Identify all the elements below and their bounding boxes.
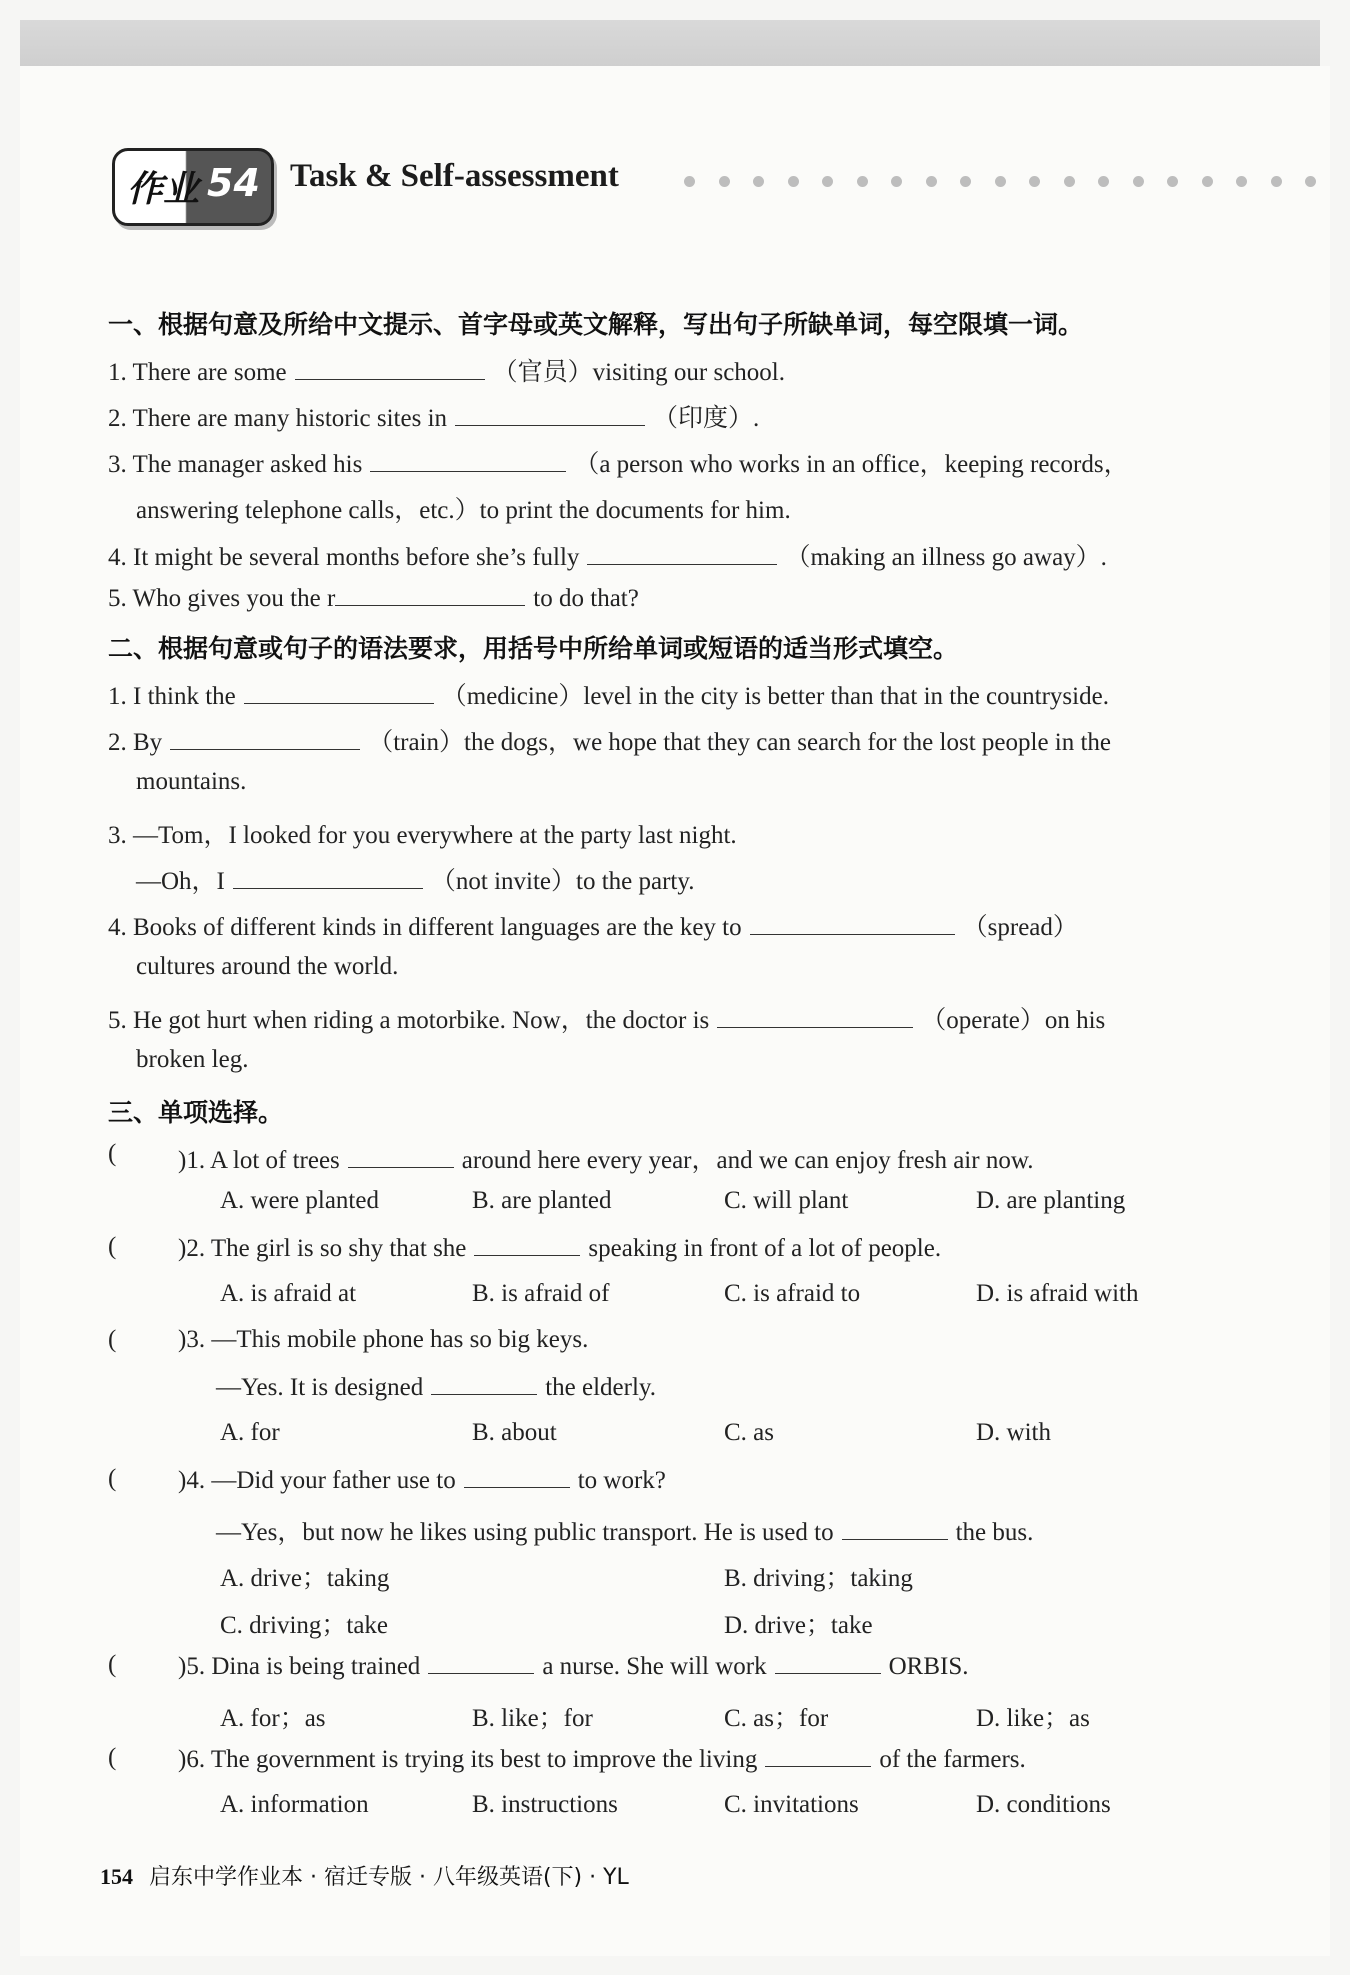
answer-blank[interactable] xyxy=(170,727,360,750)
s3-q1-option-d[interactable]: D. are planting xyxy=(976,1187,1126,1214)
s3-q3-line2: —Yes. It is designed the elderly. xyxy=(216,1374,657,1401)
s3-q5-option-c[interactable]: C. as；for xyxy=(724,1705,829,1732)
s3-q6: )6. The government is trying its best to improve the living of the farmers. xyxy=(178,1746,1026,1773)
s3-q3-option-d[interactable]: D. with xyxy=(976,1419,1051,1446)
answer-blank[interactable] xyxy=(464,1465,570,1488)
s2-q4-cont: cultures around the world. xyxy=(136,953,399,980)
section2-heading: 二、根据句意或句子的语法要求，用括号中所给单词或短语的适当形式填空。 xyxy=(108,634,959,663)
s3-q4-option-a[interactable]: A. drive；taking xyxy=(220,1565,390,1592)
badge-number: 54 xyxy=(207,161,260,205)
answer-blank[interactable] xyxy=(587,542,777,565)
answer-blank[interactable] xyxy=(775,1651,881,1674)
s1-q4: 4. It might be several months before she’s fully （making an illness go away）. xyxy=(108,544,1107,571)
s2-q5-cont: broken leg. xyxy=(136,1046,249,1073)
s3-q4-line2: —Yes，but now he likes using public transport. He is used to the bus. xyxy=(216,1519,1034,1546)
answer-blank[interactable] xyxy=(842,1517,948,1540)
s3-q6-option-a[interactable]: A. information xyxy=(220,1791,369,1818)
s2-q2-cont: mountains. xyxy=(136,768,247,795)
s3-q1: )1. A lot of trees around here every year，and we can enjoy fresh air now. xyxy=(178,1147,1034,1174)
s3-q2-option-b[interactable]: B. is afraid of xyxy=(472,1280,610,1307)
s3-q1-option-b[interactable]: B. are planted xyxy=(472,1187,612,1214)
answer-blank[interactable] xyxy=(295,357,485,380)
answer-blank[interactable] xyxy=(335,583,525,606)
s1-q2: 2. There are many historic sites in （印度）. xyxy=(108,405,760,432)
s1-q3-cont: answering telephone calls，etc.）to print the documents for him. xyxy=(136,497,791,524)
page-number: 154 xyxy=(100,1864,133,1889)
answer-blank[interactable] xyxy=(474,1233,580,1256)
page-title: Task & Self-assessment xyxy=(290,158,619,194)
section1-heading: 一、根据句意及所给中文提示、首字母或英文解释，写出句子所缺单词，每空限填一词。 xyxy=(108,310,1084,339)
homework-badge xyxy=(112,148,274,226)
answer-paren[interactable]: ( xyxy=(108,1744,117,1771)
s1-q1: 1. There are some （官员）visiting our school. xyxy=(108,359,785,386)
s3-q5-option-d[interactable]: D. like；as xyxy=(976,1705,1090,1732)
s2-q5: 5. He got hurt when riding a motorbike. Now，the doctor is （operate）on his xyxy=(108,1007,1106,1034)
s3-q1-option-c[interactable]: C. will plant xyxy=(724,1187,849,1214)
s2-q2: 2. By （train）the dogs，we hope that they can search for the lost people in the xyxy=(108,729,1112,756)
answer-blank[interactable] xyxy=(370,449,566,472)
s3-q3-option-a[interactable]: A. for xyxy=(220,1419,280,1446)
answer-blank[interactable] xyxy=(717,1005,913,1028)
section3-heading: 三、单项选择。 xyxy=(108,1098,284,1127)
s3-q2-option-a[interactable]: A. is afraid at xyxy=(220,1280,357,1307)
answer-blank[interactable] xyxy=(431,1372,537,1395)
s3-q1-option-a[interactable]: A. were planted xyxy=(220,1187,379,1214)
s3-q4-option-c[interactable]: C. driving；take xyxy=(220,1612,389,1639)
footer-book-title: 启东中学作业本 · 宿迁专版 · 八年级英语(下) · YL xyxy=(149,1865,629,1890)
badge-label: 作业 xyxy=(127,169,200,210)
s3-q5-option-a[interactable]: A. for；as xyxy=(220,1705,326,1732)
s3-q4-option-b[interactable]: B. driving；taking xyxy=(724,1565,913,1592)
s2-q3-line2: —Oh，I （not invite）to the party. xyxy=(136,868,695,895)
s3-q6-option-c[interactable]: C. invitations xyxy=(724,1791,859,1818)
answer-paren[interactable]: ( xyxy=(108,1465,117,1492)
title-dot-divider xyxy=(684,176,1324,192)
answer-blank[interactable] xyxy=(455,403,645,426)
s2-q1: 1. I think the （medicine）level in the city is better than that in the countryside. xyxy=(108,683,1109,710)
answer-paren[interactable]: ( xyxy=(108,1140,117,1167)
s2-q4: 4. Books of different kinds in different languages are the key to （spread） xyxy=(108,914,1078,941)
s3-q6-option-d[interactable]: D. conditions xyxy=(976,1791,1111,1818)
answer-paren[interactable]: ( xyxy=(108,1651,117,1678)
s3-q3: )3. —This mobile phone has so big keys. xyxy=(178,1326,589,1353)
s3-q5-option-b[interactable]: B. like；for xyxy=(472,1705,593,1732)
s2-q3-line1: 3. —Tom，I looked for you everywhere at the party last night. xyxy=(108,822,737,849)
answer-blank[interactable] xyxy=(348,1145,454,1168)
answer-blank[interactable] xyxy=(233,866,423,889)
s3-q2-option-d[interactable]: D. is afraid with xyxy=(976,1280,1139,1307)
answer-paren[interactable]: ( xyxy=(108,1233,117,1260)
s1-q3: 3. The manager asked his （a person who works in an office，keeping records， xyxy=(108,451,1129,478)
s1-q5: 5. Who gives you the r to do that? xyxy=(108,585,639,612)
s3-q2: )2. The girl is so shy that she speaking in front of a lot of people. xyxy=(178,1235,942,1262)
s3-q3-option-b[interactable]: B. about xyxy=(472,1419,557,1446)
s3-q4-option-d[interactable]: D. drive；take xyxy=(724,1612,873,1639)
answer-blank[interactable] xyxy=(765,1744,871,1767)
s3-q2-option-c[interactable]: C. is afraid to xyxy=(724,1280,861,1307)
s3-q6-option-b[interactable]: B. instructions xyxy=(472,1791,618,1818)
s3-q3-option-c[interactable]: C. as xyxy=(724,1419,774,1446)
s3-q4: )4. —Did your father use to to work? xyxy=(178,1467,666,1494)
scan-top-strip xyxy=(20,20,1320,66)
answer-blank[interactable] xyxy=(750,912,955,935)
answer-blank[interactable] xyxy=(428,1651,534,1674)
s3-q5: )5. Dina is being trained a nurse. She will work ORBIS. xyxy=(178,1653,969,1680)
page-footer xyxy=(100,1860,629,1891)
answer-paren[interactable]: ( xyxy=(108,1326,117,1353)
answer-blank[interactable] xyxy=(244,681,434,704)
